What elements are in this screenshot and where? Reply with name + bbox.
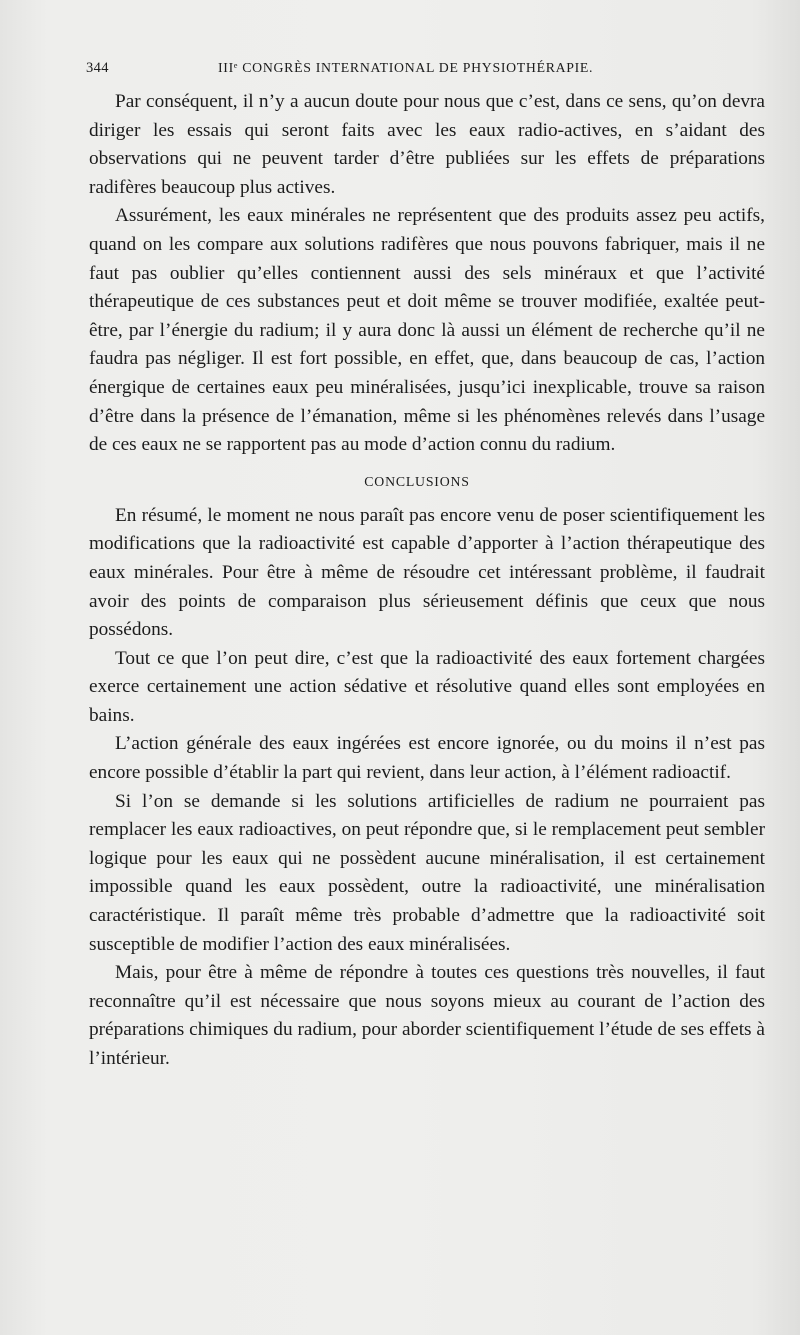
paragraph: Assurément, les eaux minérales ne représentent que des produits assez peu actifs, quand on les compare aux solutions radifères que nous pouvons fabriquer, mais il ne faut pas oublier qu’elles contiennent aussi des sels minéraux et que l’activité thérapeutique de ces substances peut et doit même se trouver modifiée, exaltée peut-être, par l’énergie du radium; il y aura donc là aussi un élément de recherche qu’il ne faudra pas négliger. Il est fort possible, en effet, que, dans beaucoup de cas, l’action énergique de certaines eaux peu minéralisées, jusqu’ici inexplicable, trouve sa raison d’être dans la présence de l’émanation, même si les phénomènes relevés dans l’usage de ces eaux ne se rapportent pas au mode d’action connu du radium. [89,205,765,456]
paragraph: En résumé, le moment ne nous paraît pas encore venu de poser scientifiquement les modifications que la radioactivité est capable d’apporter à l’action thérapeutique des eaux minérales. Pour être à même de résoudre cet intéressant problème, il faudrait avoir des points de comparaison plus sérieusement définis que ceux que nous possédons. [89,504,765,641]
page-number: 344 [86,60,109,76]
running-title: IIIᵉ CONGRÈS INTERNATIONAL DE PHYSIOTHÉRAPIE. [218,60,594,75]
section-title-conclusions: CONCLUSIONS [364,473,470,489]
paragraph: L’action générale des eaux ingérées est encore ignorée, ou du moins il n’est pas encore possible d’établir la part qui revient, dans leur action, à l’élément radioactif. [89,733,765,784]
paragraph: Mais, pour être à même de répondre à toutes ces questions très nouvelles, il faut reconnaître qu’il est nécessaire que nous soyons mieux au courant de l’action des préparations chimiques du radium, pour aborder scientifiquement l’étude de ses effets à l’intérieur. [89,962,765,1069]
paragraph: Par conséquent, il n’y a aucun doute pour nous que c’est, dans ce sens, qu’on devra diriger les essais qui seront faits avec les eaux radio-actives, en s’aidant des observations qui ne peuvent tarder d’être publiées sur les effets de préparations radifères beaucoup plus actives. [89,91,765,198]
paragraph: Tout ce que l’on peut dire, c’est que la radioactivité des eaux fortement chargées exerce certainement une action sédative et résolutive quand elles sont employées en bains. [89,647,765,726]
running-head [86,60,766,84]
paragraph: Si l’on se demande si les solutions artificielles de radium ne pourraient pas remplacer les eaux radioactives, on peut répondre que, si le remplacement peut sembler logique pour les eaux qui ne possèdent aucune minéralisation, il est certainement impossible quand les eaux possèdent, outre la radioactivité, une minéralisation caractéristique. Il paraît même très probable d’admettre que la radioactivité soit susceptible de modifier l’action des eaux minéralisées. [89,790,765,955]
body-text [89,88,765,1074]
